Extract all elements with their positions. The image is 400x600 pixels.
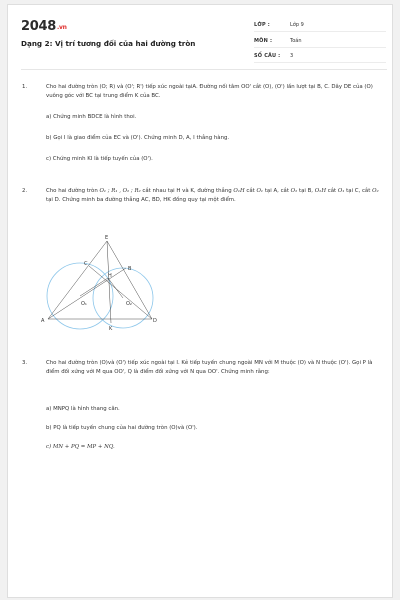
- line-ed: [107, 241, 152, 319]
- line-dc: [89, 266, 152, 319]
- line-hk: [107, 241, 111, 323]
- site-logo[interactable]: [21, 19, 67, 34]
- meta-value: Toán: [290, 38, 302, 44]
- line-ho1: [80, 278, 108, 296]
- label-b: B: [128, 266, 132, 272]
- meta-value: Lớp 9: [290, 22, 304, 28]
- logo-suffix: .vn: [56, 24, 67, 31]
- question-number: 2.: [22, 188, 28, 194]
- line-ho2: [108, 278, 123, 298]
- meta-key: SỐ CÂU :: [254, 53, 281, 59]
- line-ea: [48, 241, 107, 319]
- question-part: a) Chứng minh BDCE là hình thoi.: [46, 114, 137, 120]
- geometry-figure: [38, 233, 168, 333]
- worksheet-page: [7, 4, 393, 598]
- question-number: 1.: [22, 84, 28, 90]
- question-number: 3.: [22, 360, 28, 366]
- meta-row-count: [254, 50, 386, 63]
- label-d: D: [153, 318, 157, 324]
- logo-text: 2048: [21, 19, 56, 34]
- question-part: b) PQ là tiếp tuyến chung của hai đường tròn (O)và (O').: [46, 425, 198, 431]
- meta-key: MÔN :: [254, 38, 273, 44]
- label-e: E: [105, 235, 109, 241]
- label-o2: O₂: [126, 301, 132, 307]
- meta-key: LỚP :: [254, 22, 270, 28]
- meta-row-subject: [254, 35, 386, 48]
- question-part: b) Gọi I là giao điểm của EC và (O'). Chứng minh D, A, I thẳng hàng.: [46, 135, 230, 141]
- question-text: Cho hai đường tròn (O)và (O') tiếp xúc ngoài tại I. Kẻ tiếp tuyến chung ngoài MN với M thuộc (O) và N thuộc (O'). Gọi P là điểm đối xứng với M qua OO', Q là điểm đối xứng với N qua OO'. Chứng minh rằng:: [46, 360, 373, 375]
- line-ab: [48, 268, 126, 319]
- header-divider: [21, 69, 387, 70]
- question-text: Cho hai đường tròn O₁ ; R₁ , O₂ ; R₂ cắt nhau tại H và K, đường thẳng O₁H cắt O₁ tại A, cắt O₂ tại B, O₂H cắt O₁ tại C, cắt O₂ tại D. Chứng minh ba đường thẳng AC, BD, HK đồng quy tại một điểm.: [46, 188, 379, 203]
- question-part: a) MNPQ là hình thang cân.: [46, 406, 120, 412]
- label-h: H: [108, 273, 112, 279]
- label-o1: O₁: [81, 301, 87, 307]
- label-k: K: [109, 326, 113, 332]
- label-a: A: [41, 318, 45, 324]
- subject-title: Dạng 2: Vị trí tương đối của hai đường tròn: [21, 39, 196, 48]
- question-part: c) MN + PQ = MP + NQ.: [46, 444, 115, 450]
- meta-value: 3: [290, 53, 294, 59]
- label-c: C: [84, 261, 88, 267]
- question-text: Cho hai đường tròn (O; R) và (O'; R') tiếp xúc ngoài tạiA. Đường nối tâm OO' cắt (O), (O') lần lượt tại B, C. Dây DE của (O) vuông góc với BC tại trung điểm K của BC.: [46, 84, 373, 99]
- meta-row-class: [254, 19, 386, 32]
- question-part: c) Chứng minh KI là tiếp tuyến của (O').: [46, 156, 153, 162]
